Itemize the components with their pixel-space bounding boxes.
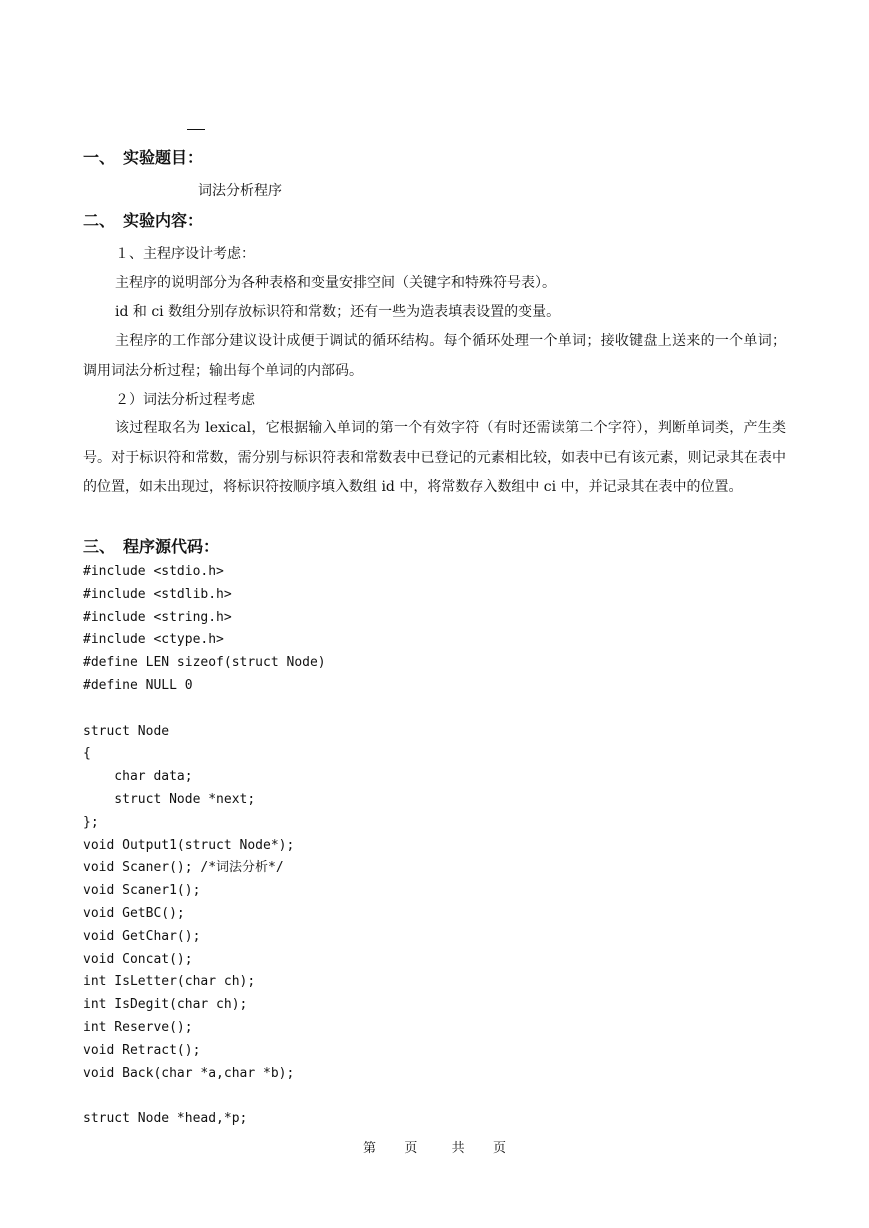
paragraph-4: 该过程取名为 lexical，它根据输入单词的第一个有效字符（有时还需读第二个字符），判断单词类，产生类号。对于标识符和常数，需分别与标识符表和常数表中已登记的元素相比较，如表中已有该元素，则记录其在表中的位置，如未出现过，将标识符按顺序填入数组 id 中，将常数存入数组中 ci 中，并记录其在表中的位置。 <box>83 420 786 495</box>
footer-di: 第 <box>363 1141 377 1156</box>
paragraph-2: id 和 ci 数组分别存放标识符和常数；还有一些为造表填表设置的变量。 <box>115 304 561 320</box>
paragraph-3: 主程序的工作部分建议设计成便于调试的循环结构。每个循环处理一个单词；接收键盘上送来的一个单词；调用词法分析过程；输出每个单词的内部码。 <box>83 333 786 379</box>
footer-gong: 共 <box>451 1141 465 1156</box>
paragraph-1: 主程序的说明部分为各种表格和变量安排空间（关键字和特殊符号表）。 <box>115 275 556 291</box>
footer-page-2: 页 <box>492 1141 506 1156</box>
subsection-title-1: １、主程序设计考虑： <box>115 246 255 262</box>
section-title: 实验题目： <box>123 148 204 167</box>
experiment-subject: 词法分析程序 <box>198 183 282 199</box>
section-title: 实验内容： <box>123 211 204 230</box>
section-heading-3 <box>83 534 219 557</box>
section-number: 二、 <box>83 211 116 230</box>
source-code-block: #include <stdio.h> #include <stdlib.h> #include <string.h> #include <ctype.h> #define LEN sizeof(struct Node) #define NULL 0 struct Node { char data; struct Node *next; }; void Output1(struct Node*); void Scaner(); /*词法分析*/ void Scaner1(); void GetBC(); void GetChar(); void Concat(); int IsLetter(char ch); int IsDegit(char ch); int Reserve(); void Retract(); void Back(char *a,char *b); struct Node *head,*p; <box>83 564 326 1127</box>
subsection-title-2: ２）词法分析过程考虑 <box>115 392 255 408</box>
section-title: 程序源代码： <box>123 537 220 556</box>
section-number: 三、 <box>83 537 116 556</box>
section-number: 一、 <box>83 148 116 167</box>
section-heading-1 <box>83 145 203 168</box>
header-mark <box>187 129 205 130</box>
page-footer <box>0 1137 869 1156</box>
section-heading-2 <box>83 208 203 231</box>
footer-page-1: 页 <box>404 1141 418 1156</box>
